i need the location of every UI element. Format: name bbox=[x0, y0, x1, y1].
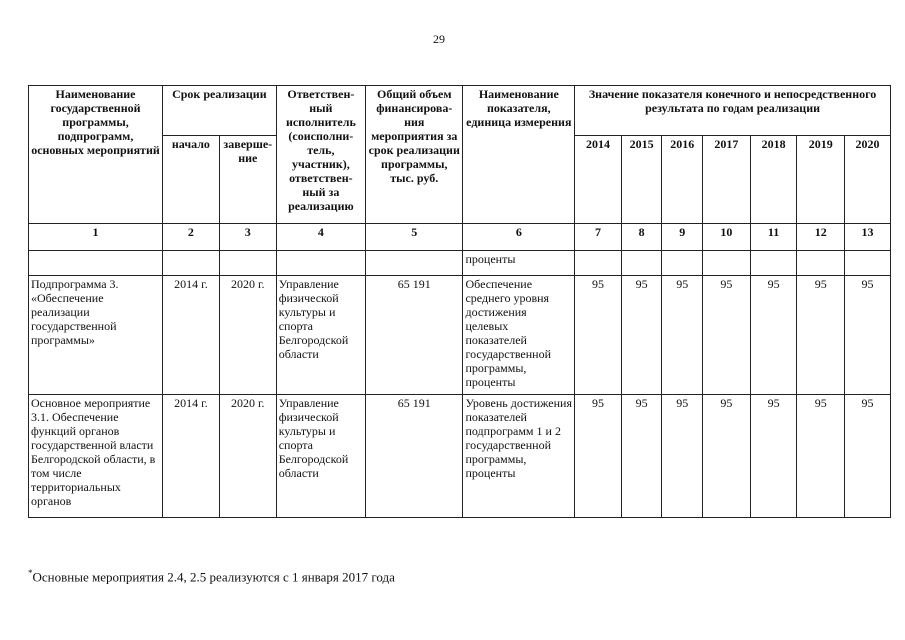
column-number: 3 bbox=[219, 224, 276, 251]
header-year: 2018 bbox=[750, 136, 797, 224]
value-cell: 95 bbox=[750, 395, 797, 518]
empty-cell bbox=[750, 251, 797, 276]
column-number: 9 bbox=[662, 224, 703, 251]
header-year: 2014 bbox=[575, 136, 622, 224]
header-values: Значение показателя конечного и непосредственного результата по годам реализации bbox=[575, 86, 891, 136]
value-cell: 95 bbox=[575, 276, 622, 395]
empty-cell bbox=[662, 251, 703, 276]
continuation-text: проценты bbox=[463, 251, 575, 276]
empty-cell bbox=[219, 251, 276, 276]
column-number: 4 bbox=[276, 224, 365, 251]
empty-cell bbox=[276, 251, 365, 276]
value-cell: 95 bbox=[662, 276, 703, 395]
indicator-cell: Уровень достижения показателей подпрограмм 1 и 2 государственной программы, проценты bbox=[463, 395, 575, 518]
value-cell: 95 bbox=[575, 395, 622, 518]
header-row bbox=[29, 86, 891, 136]
table-row bbox=[29, 276, 891, 395]
continuation-row bbox=[29, 251, 891, 276]
start-cell: 2014 г. bbox=[163, 395, 220, 518]
column-number: 1 bbox=[29, 224, 163, 251]
executor-cell: Управление физической культуры и спорта Белгородской области bbox=[276, 395, 365, 518]
header-period: Срок реализации bbox=[163, 86, 277, 136]
value-cell: 95 bbox=[797, 276, 845, 395]
footnote bbox=[28, 568, 395, 585]
column-number: 12 bbox=[797, 224, 845, 251]
column-number: 2 bbox=[163, 224, 220, 251]
empty-cell bbox=[845, 251, 891, 276]
empty-cell bbox=[163, 251, 220, 276]
empty-cell bbox=[575, 251, 622, 276]
column-number: 6 bbox=[463, 224, 575, 251]
program-name-cell: Основное мероприятие 3.1. Обеспечение функций органов государственной власти Белгородской области, в том числе территориальных органов bbox=[29, 395, 163, 518]
header-indicator: Наименование показателя, единица измерения bbox=[463, 86, 575, 224]
column-number: 11 bbox=[750, 224, 797, 251]
footnote-marker: * bbox=[28, 568, 33, 578]
empty-cell bbox=[621, 251, 662, 276]
value-cell: 95 bbox=[621, 276, 662, 395]
footnote-text: Основные мероприятия 2.4, 2.5 реализуются с 1 января 2017 года bbox=[32, 569, 395, 585]
empty-cell bbox=[29, 251, 163, 276]
header-year: 2019 bbox=[797, 136, 845, 224]
value-cell: 95 bbox=[845, 276, 891, 395]
value-cell: 95 bbox=[797, 395, 845, 518]
program-name-cell: Подпрограмма 3. «Обеспечение реализации государственной программы» bbox=[29, 276, 163, 395]
value-cell: 95 bbox=[845, 395, 891, 518]
column-number: 7 bbox=[575, 224, 622, 251]
column-number: 5 bbox=[366, 224, 463, 251]
start-cell: 2014 г. bbox=[163, 276, 220, 395]
executor-cell: Управление физической культуры и спорта Белгородской области bbox=[276, 276, 365, 395]
header-program-name: Наименование государственной программы, подпрограмм, основных мероприятий bbox=[29, 86, 163, 224]
value-cell: 95 bbox=[621, 395, 662, 518]
value-cell: 95 bbox=[662, 395, 703, 518]
header-start: начало bbox=[163, 136, 220, 224]
column-number: 10 bbox=[703, 224, 751, 251]
funding-cell: 65 191 bbox=[366, 276, 463, 395]
header-year: 2017 bbox=[703, 136, 751, 224]
header-year: 2020 bbox=[845, 136, 891, 224]
header-end: заверше-ние bbox=[219, 136, 276, 224]
empty-cell bbox=[366, 251, 463, 276]
header-funding: Общий объем финансирова-ния мероприятия за срок реализации программы, тыс. руб. bbox=[366, 86, 463, 224]
header-year: 2016 bbox=[662, 136, 703, 224]
table-row bbox=[29, 395, 891, 518]
header-year: 2015 bbox=[621, 136, 662, 224]
value-cell: 95 bbox=[703, 395, 751, 518]
indicator-cell: Обеспечение среднего уровня достижения целевых показателей государственной программы, проценты bbox=[463, 276, 575, 395]
funding-cell: 65 191 bbox=[366, 395, 463, 518]
value-cell: 95 bbox=[703, 276, 751, 395]
column-number: 13 bbox=[845, 224, 891, 251]
value-cell: 95 bbox=[750, 276, 797, 395]
empty-cell bbox=[703, 251, 751, 276]
empty-cell bbox=[797, 251, 845, 276]
page-number: 29 bbox=[433, 32, 445, 46]
end-cell: 2020 г. bbox=[219, 395, 276, 518]
program-table bbox=[28, 85, 891, 518]
end-cell: 2020 г. bbox=[219, 276, 276, 395]
column-number: 8 bbox=[621, 224, 662, 251]
header-executor: Ответствен-ный исполнитель (соисполни-тель, участник), ответствен-ный за реализацию bbox=[276, 86, 365, 224]
column-number-row bbox=[29, 224, 891, 251]
